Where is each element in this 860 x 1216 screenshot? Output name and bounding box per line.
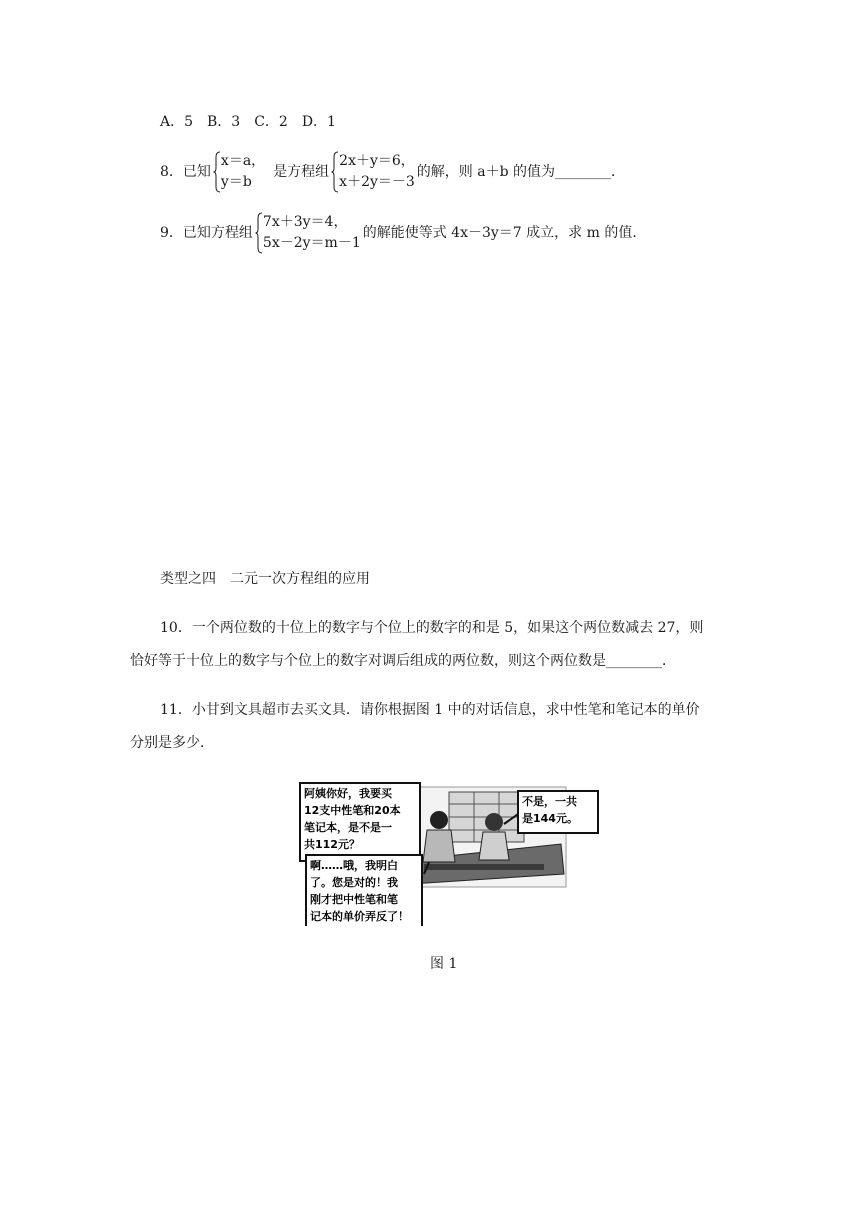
- bubble-text: 共112元？: [304, 838, 360, 851]
- bubble-text: 了。您是对的！我: [310, 876, 398, 889]
- q9-system: [255, 212, 361, 254]
- q8-sys2-eq2: x＋2y＝－3: [339, 174, 415, 190]
- bubble-text: 笔记本，是不是一: [304, 821, 392, 834]
- q8-system-1: [213, 151, 265, 193]
- q11-line-2: 分别是多少．: [130, 735, 214, 751]
- q8-suffix: 的解，则 a＋b 的值为________．: [416, 164, 626, 180]
- bubble-text: 12支中性笔和20本: [304, 804, 401, 817]
- clerk-speech-bubble: [517, 790, 599, 834]
- bubble-text: 是144元。: [522, 812, 578, 825]
- question-8: [160, 151, 625, 193]
- q9-sys-eq1: 7x＋3y＝4，: [262, 214, 348, 230]
- bubble-text: 阿姨你好，我要买: [304, 787, 392, 800]
- q8-prefix: 8．已知: [160, 164, 211, 180]
- q9-suffix: 的解能使等式 4x－3y＝7 成立，求 m 的值．: [362, 225, 647, 241]
- bubble-text: 记本的单价弄反了！: [310, 910, 409, 923]
- q10-line-1: 10．一个两位数的十位上的数字与个位上的数字的和是 5，如果这个两位数减去 27，则: [160, 620, 704, 636]
- q10-line-2: 恰好等于十位上的数字与个位上的数字对调后组成的两位数，则这个两位数是________．: [130, 653, 676, 669]
- q11-line-1: 11．小甘到文具超市去买文具．请你根据图 1 中的对话信息，求中性笔和笔记本的单价: [160, 702, 700, 718]
- bubble-text: 不是，一共: [522, 795, 577, 808]
- brace-icon: [255, 212, 263, 254]
- q8-sys1-eq2: y＝b: [220, 174, 252, 190]
- bubble-text: 刚才把中性笔和笔: [310, 893, 398, 906]
- figure-caption: 图 1: [430, 956, 458, 972]
- section-title: 类型之四 二元一次方程组的应用: [160, 571, 370, 587]
- reply-speech-bubble: [305, 854, 423, 926]
- q7-options: A．5 B．3 C．2 D．1: [160, 114, 336, 130]
- brace-icon: [213, 151, 221, 193]
- q9-prefix: 9．已知方程组: [160, 225, 253, 241]
- q9-sys-eq2: 5x－2y＝m－1: [262, 235, 361, 251]
- q8-sys2-eq1: 2x＋y＝6，: [339, 153, 415, 169]
- q8-middle: 是方程组: [273, 164, 330, 180]
- q8-system-2: [331, 151, 415, 193]
- brace-icon: [331, 151, 339, 193]
- q8-sys1-eq1: x＝a，: [220, 153, 266, 169]
- bubble-text: 啊……哦，我明白: [310, 859, 398, 872]
- figure-1: [299, 782, 578, 923]
- question-9: [160, 212, 646, 254]
- customer-speech-bubble: [299, 782, 421, 862]
